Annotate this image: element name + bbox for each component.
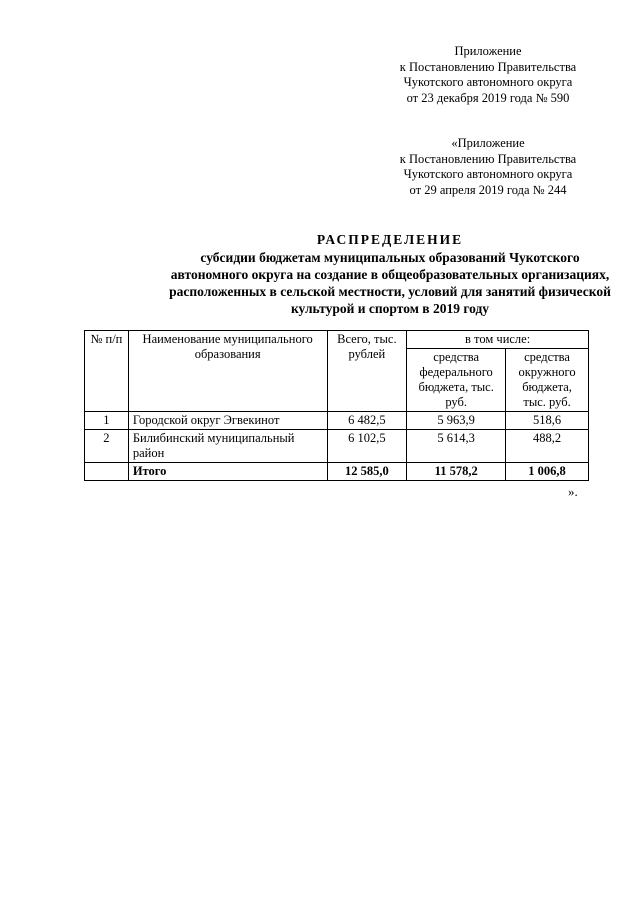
appendix-line: Чукотского автономного округа — [403, 167, 573, 181]
table-total-row — [85, 463, 589, 481]
header-district: средства окружного бюджета, тыс. руб. — [506, 349, 589, 412]
cell-district: 488,2 — [506, 430, 589, 463]
header-federal: средства федерального бюджета, тыс. руб. — [407, 349, 506, 412]
appendix-line: Приложение — [454, 44, 522, 58]
cell-total: 6 482,5 — [327, 412, 407, 430]
cell-federal: 5 963,9 — [407, 412, 506, 430]
cell-num — [85, 463, 129, 481]
table-row — [85, 412, 589, 430]
subtitle-line: автономного округа на создание в общеобразовательных организациях, — [170, 267, 610, 282]
subtitle-line: субсидии бюджетам муниципальных образований Чукотского — [200, 250, 580, 265]
cell-name: Билибинский муниципальный район — [128, 430, 327, 463]
document-title: РАСПРЕДЕЛЕНИЕ — [316, 232, 464, 247]
cell-district: 1 006,8 — [506, 463, 589, 481]
cell-federal: 5 614,3 — [407, 430, 506, 463]
document-subtitle — [80, 249, 640, 317]
header-including: в том числе: — [407, 331, 589, 349]
cell-name: Городской округ Эгвекинот — [128, 412, 327, 430]
cell-num: 2 — [85, 430, 129, 463]
cell-district: 518,6 — [506, 412, 589, 430]
header-num: № п/п — [85, 331, 129, 412]
quoted-appendix-block — [372, 136, 604, 198]
appendix-block — [372, 44, 604, 106]
appendix-line: Чукотского автономного округа — [403, 75, 573, 89]
subsidy-table — [84, 330, 589, 481]
appendix-line: от 23 декабря 2019 года № 590 — [406, 90, 570, 105]
cell-total-label: Итого — [128, 463, 327, 481]
closing-quote: ». — [568, 484, 578, 499]
cell-total: 6 102,5 — [327, 430, 407, 463]
cell-total: 12 585,0 — [327, 463, 407, 481]
appendix-line: к Постановлению Правительства — [399, 59, 577, 74]
subtitle-line: культурой и спортом в 2019 году — [290, 301, 490, 316]
table-header-row — [85, 331, 589, 349]
subtitle-line: расположенных в сельской местности, условий для занятий физической — [169, 284, 611, 299]
cell-num: 1 — [85, 412, 129, 430]
appendix-line: от 29 апреля 2019 года № 244 — [409, 182, 567, 197]
table-row — [85, 430, 589, 463]
header-total: Всего, тыс. рублей — [327, 331, 407, 412]
appendix-line: к Постановлению Правительства — [399, 151, 577, 166]
appendix-line: «Приложение — [451, 136, 525, 150]
cell-federal: 11 578,2 — [407, 463, 506, 481]
header-name: Наименование муниципального образования — [128, 331, 327, 412]
